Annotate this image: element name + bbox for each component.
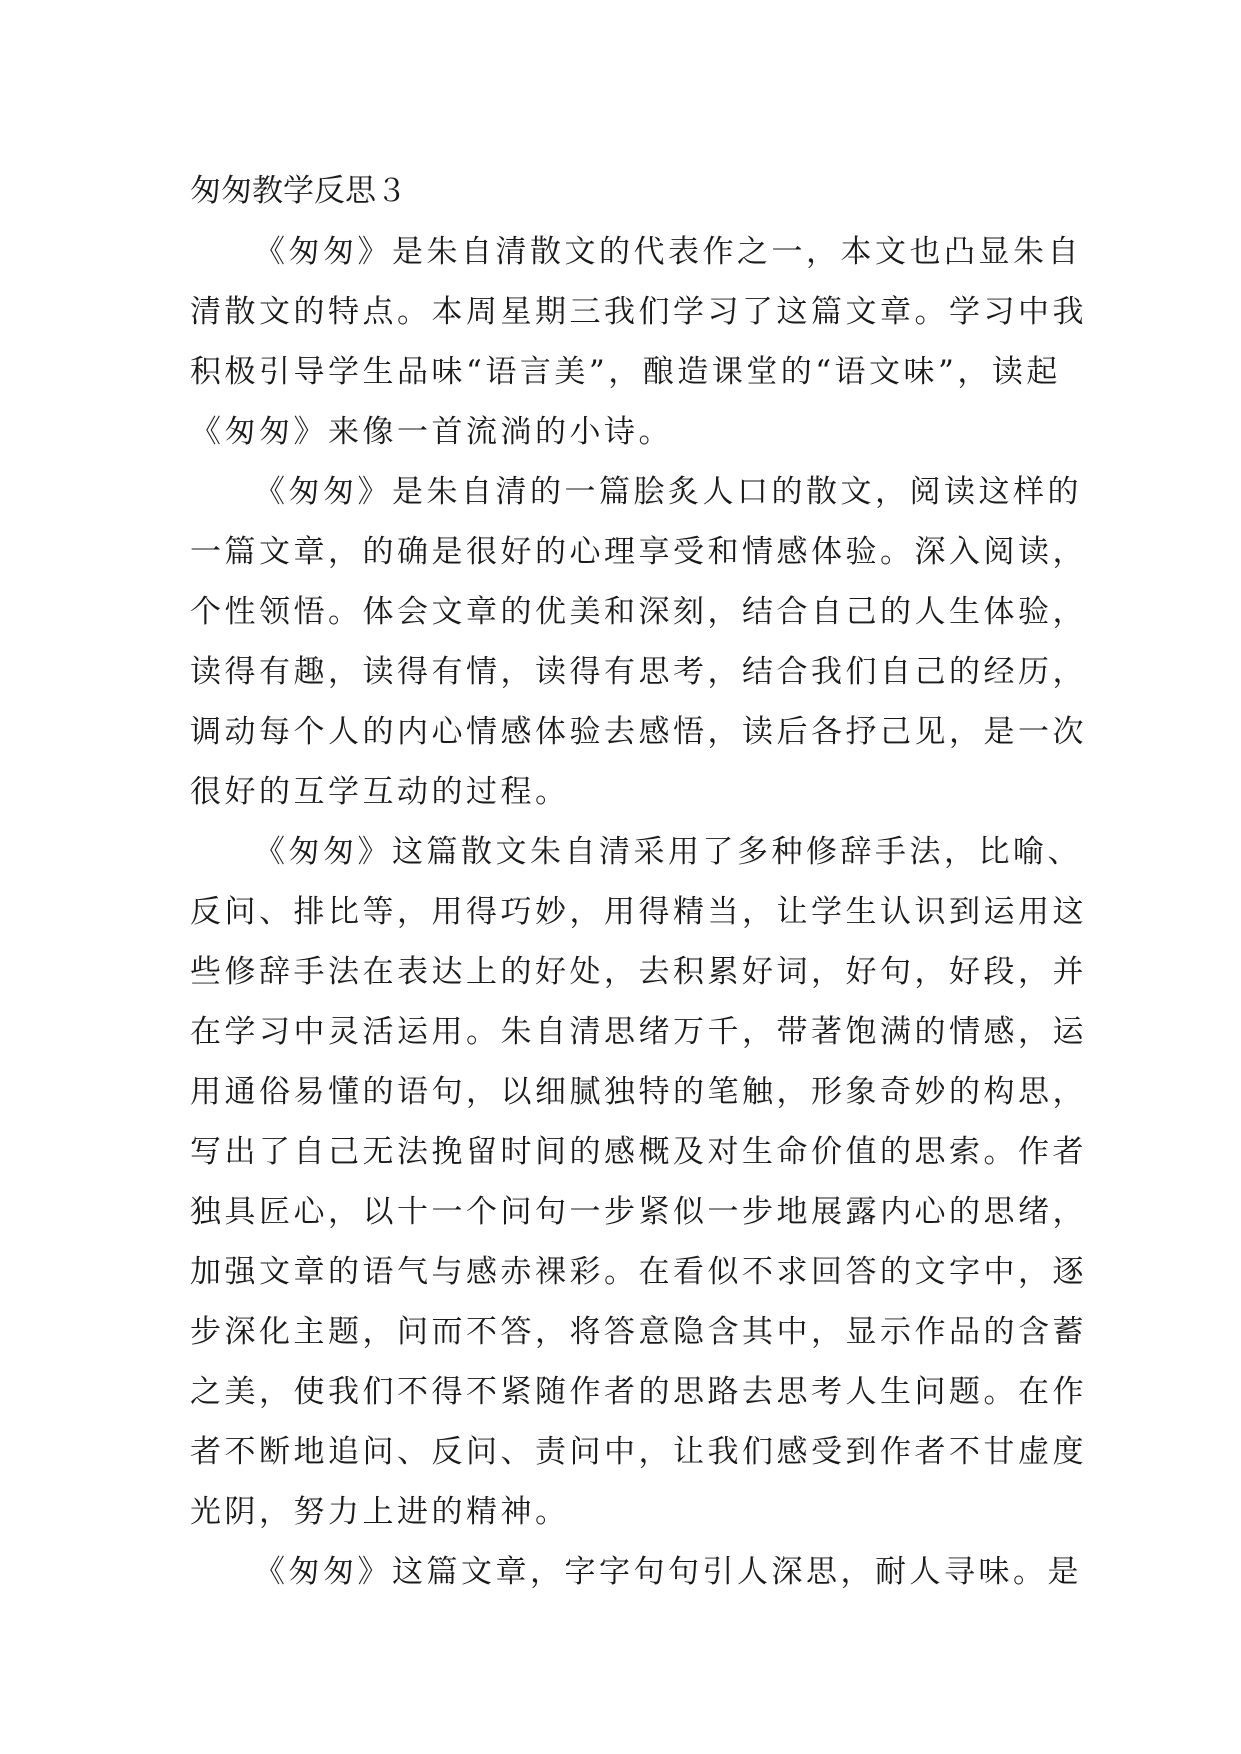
document-body xyxy=(190,160,1087,1602)
paragraph-2 xyxy=(190,462,1087,822)
paragraph-line: 独具匠心，以十一个问句一步紧似一步地展露内心的思绪， xyxy=(190,1194,1087,1230)
paragraph-line: 个性领悟。体会文章的优美和深刻，结合自己的人生体验， xyxy=(190,594,1087,630)
paragraph-line: 《匆匆》这篇散文朱自清采用了多种修辞手法，比喻、 xyxy=(254,834,1082,870)
paragraph-4 xyxy=(190,1542,1082,1602)
paragraph-line: 一篇文章，的确是很好的心理享受和情感体验。深入阅读， xyxy=(190,534,1087,570)
paragraph-line: 光阴，努力上进的精神。 xyxy=(190,1494,570,1530)
paragraph-line: 写出了自己无法挽留时间的感概及对生命价值的思索。作者 xyxy=(190,1134,1087,1170)
paragraph-line: 者不断地追问、反问、责问中，让我们感受到作者不甘虚度 xyxy=(190,1434,1087,1470)
paragraph-line: 《匆匆》是朱自清的一篇脍炙人口的散文，阅读这样的 xyxy=(254,474,1082,510)
paragraph-line: 《匆匆》这篇文章，字字句句引人深思，耐人寻味。是 xyxy=(254,1554,1082,1590)
paragraph-line: 在学习中灵活运用。朱自清思绪万千，带著饱满的情感，运 xyxy=(190,1014,1087,1050)
paragraph-3 xyxy=(190,822,1087,1542)
paragraph-line: 之美，使我们不得不紧随作者的思路去思考人生问题。在作 xyxy=(190,1374,1087,1410)
paragraph-line: 步深化主题，问而不答，将答意隐含其中，显示作品的含蓄 xyxy=(190,1314,1087,1350)
paragraph-line: 反问、排比等，用得巧妙，用得精当，让学生认识到运用这 xyxy=(190,894,1087,930)
paragraph-1 xyxy=(190,222,1087,462)
paragraph-line: 《匆匆》来像一首流淌的小诗。 xyxy=(190,414,673,450)
document-title: 匆匆教学反思３ xyxy=(190,173,407,209)
paragraph-line: 些修辞手法在表达上的好处，去积累好词，好句，好段，并 xyxy=(190,954,1087,990)
paragraph-line: 调动每个人的内心情感体验去感悟，读后各抒己见，是一次 xyxy=(190,714,1087,750)
paragraph-line: 用通俗易懂的语句，以细腻独特的笔触，形象奇妙的构思， xyxy=(190,1074,1087,1110)
paragraph-line: 很好的互学互动的过程。 xyxy=(190,774,570,810)
paragraph-line: 加强文章的语气与感赤裸彩。在看似不求回答的文字中，逐 xyxy=(190,1254,1087,1290)
paragraph-line: 《匆匆》是朱自清散文的代表作之一，本文也凸显朱自 xyxy=(254,234,1082,270)
paragraph-line: 读得有趣，读得有情，读得有思考，结合我们自己的经历， xyxy=(190,654,1087,690)
paragraph-line: 积极引导学生品味“语言美”，酿造课堂的“语文味”，读起 xyxy=(190,354,1061,390)
paragraph-line: 清散文的特点。本周星期三我们学习了这篇文章。学习中我 xyxy=(190,294,1087,330)
